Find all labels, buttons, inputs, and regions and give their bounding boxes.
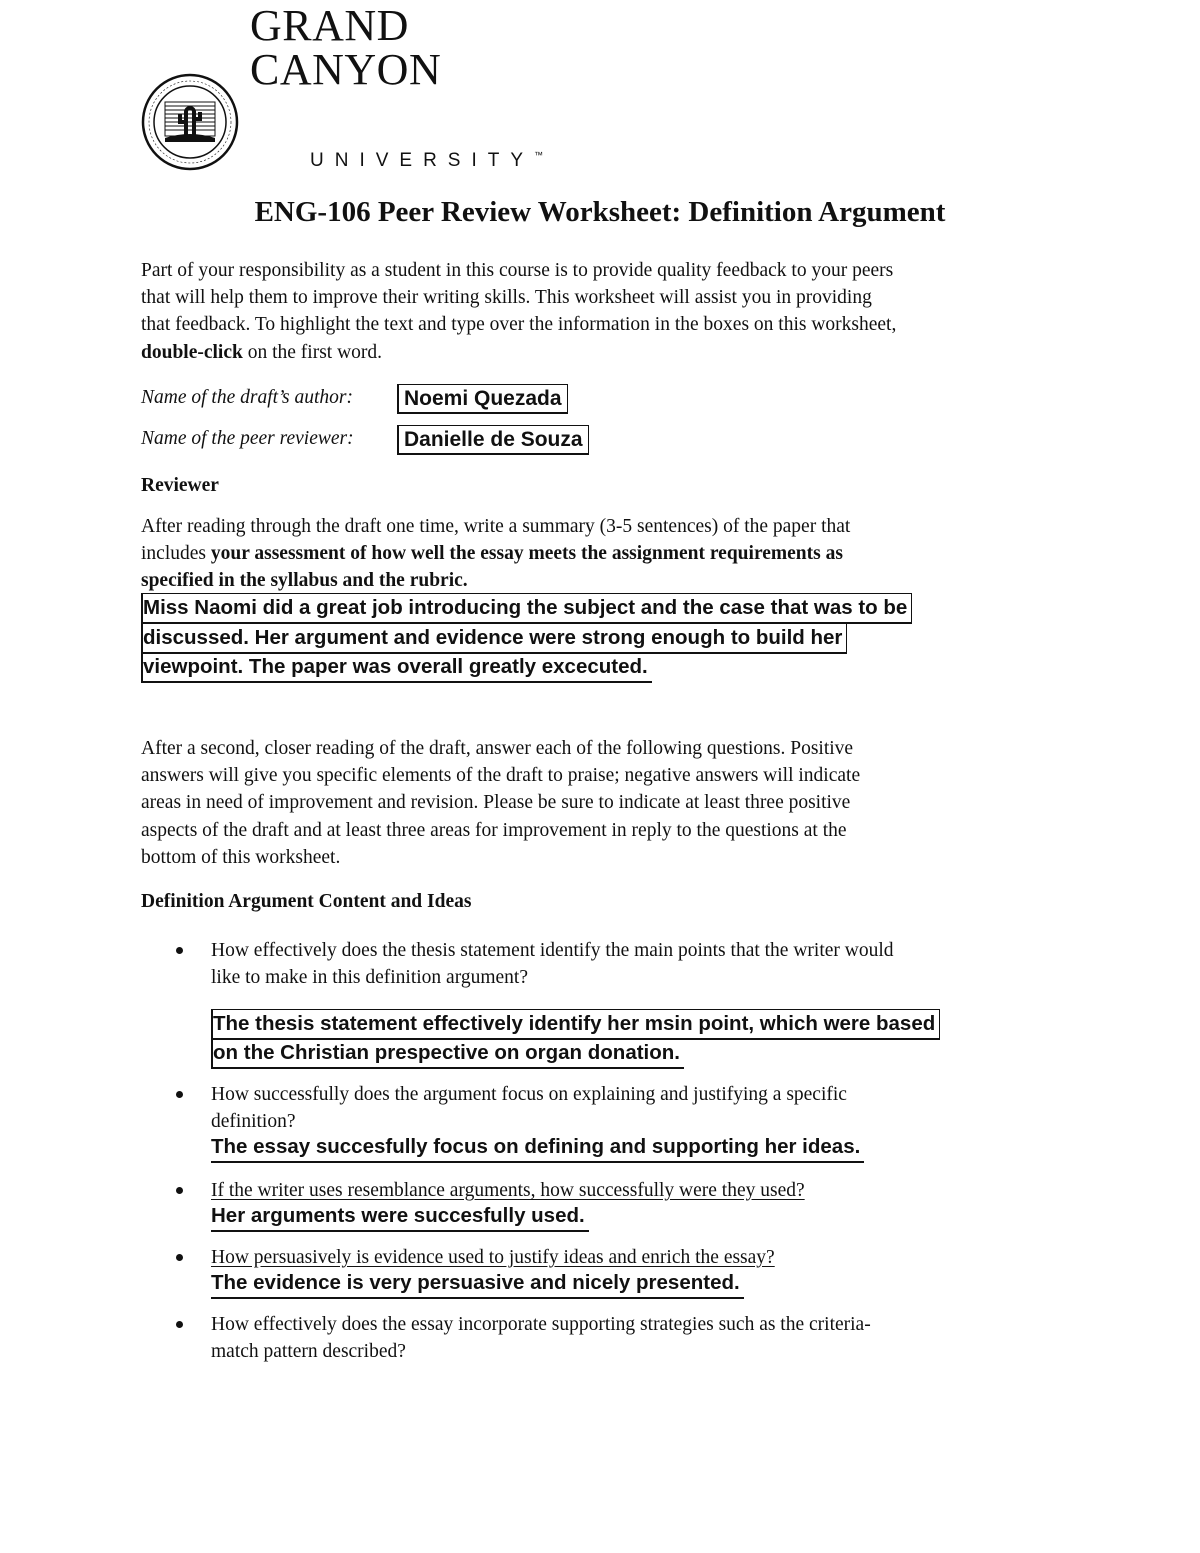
bullet-icon — [176, 947, 183, 954]
second-reading-instructions: After a second, closer reading of the draft, answer each of the following questions. Positive answers will give you specific elements of the draft to praise; negative answers will indicate areas in need of improvement and revision. Please be sure to indicate at least three positive aspects of the draft and at least three areas for improvement in reply to the questions at the bottom of this worksheet. — [141, 738, 861, 868]
summary-answer-field[interactable]: Miss Naomi did a great job introducing the subject and the case that was to be discussed. Her argument and evidence were strong enough to build her viewpoint. The paper was overall greatly excecuted. — [141, 594, 912, 683]
bullet-icon — [176, 1091, 183, 1098]
intro-paragraph: Part of your responsibility as a student in this course is to provide quality feedback to your peers that will help them to improve their writing skills. This worksheet will assist you in providing that feedback. To highlight the text and type over the information in the boxes on this worksheet, double-click on the first word. — [141, 260, 897, 363]
reviewer-field[interactable]: Danielle de Souza — [397, 425, 589, 455]
answer-field[interactable]: The thesis statement effectively identify her msin point, which were based on the Christian prespective on organ donation. — [211, 1010, 940, 1069]
reviewer-heading: Reviewer — [141, 475, 219, 496]
page-title: ENG-106 Peer Review Worksheet: Definition Argument — [254, 196, 946, 228]
author-label: Name of the draft’s author: — [141, 387, 353, 408]
logo-wordmark: GRAND CANYON — [250, 1, 442, 94]
author-field[interactable]: Noemi Quezada — [397, 384, 568, 414]
bullet-icon — [176, 1254, 183, 1261]
bullet-icon — [176, 1187, 183, 1194]
university-seal-icon — [140, 72, 240, 172]
answer-field[interactable]: The essay succesfully focus on defining and supporting her ideas. — [211, 1134, 864, 1163]
worksheet-page: GRAND CANYON UNIVERSITY™ ENG-106 Peer Review Worksheet: Definition Argument Part of your responsibility as a student in this course is to provide quality feedback to your peers that will help them to improve their writing skills. This worksheet will assist you in providing that feedback. To highlight the text and type over the information in the boxes on this worksheet, double-click on the first word. Name of the draft’s author: Noemi Quezada Name of the peer reviewer: Danielle de Souza Reviewer After reading through the draft one time, write a summary (3-5 sentences) of the paper that includes your assessment of how well the essay meets the assignment requirements as specified in the syllabus and the rubric. Miss Naomi did a great job introducing the subject and the case that was to be discussed. Her argument and evidence were strong enough to build her viewpoint. The paper was overall greatly excecuted. After a second, closer reading of the draft, answer each of the following questions. Positive answers will give you specific elements of the draft to praise; negative answers will indicate areas in need of improvement and revision. Please be sure to indicate at least three positive aspects of the draft and at least three areas for improvement in reply to the questions at the bottom of this worksheet. Definition Argument Content and Ideas How effectively does the thesis statement identify the main points that the writer would like to make in this definition argument? The thesis statement effectively identify her msin point, which were based on the Christian prespective on organ donation. How successfully does the argument focus on explaining and justifying a specific definition? The essay succesfully focus on defining and supporting her ideas. If the writer uses resemblance arguments, how successfully were they used? Her arguments were succesfully used. How persuasively is evidence used to justify ideas and enrich the essay? The evidence is very persuasive and nicely presented. How effectively does the essay incorporate supporting strategies such as the criteria- match pattern described? — [0, 0, 1200, 1553]
content-ideas-heading: Definition Argument Content and Ideas — [141, 891, 472, 912]
university-logo — [140, 1, 600, 172]
bullet-icon — [176, 1321, 183, 1328]
logo-subtitle: UNIVERSITY™ — [310, 150, 544, 171]
reviewer-label: Name of the peer reviewer: — [141, 428, 354, 449]
summary-instructions: After reading through the draft one time, write a summary (3-5 sentences) of the paper that includes your assessment of how well the essay meets the assignment requirements as specified in the syllabus and the rubric. — [141, 516, 851, 592]
answer-field[interactable]: Her arguments were succesfully used. — [211, 1203, 589, 1232]
answer-field[interactable]: The evidence is very persuasive and nicely presented. — [211, 1270, 744, 1299]
